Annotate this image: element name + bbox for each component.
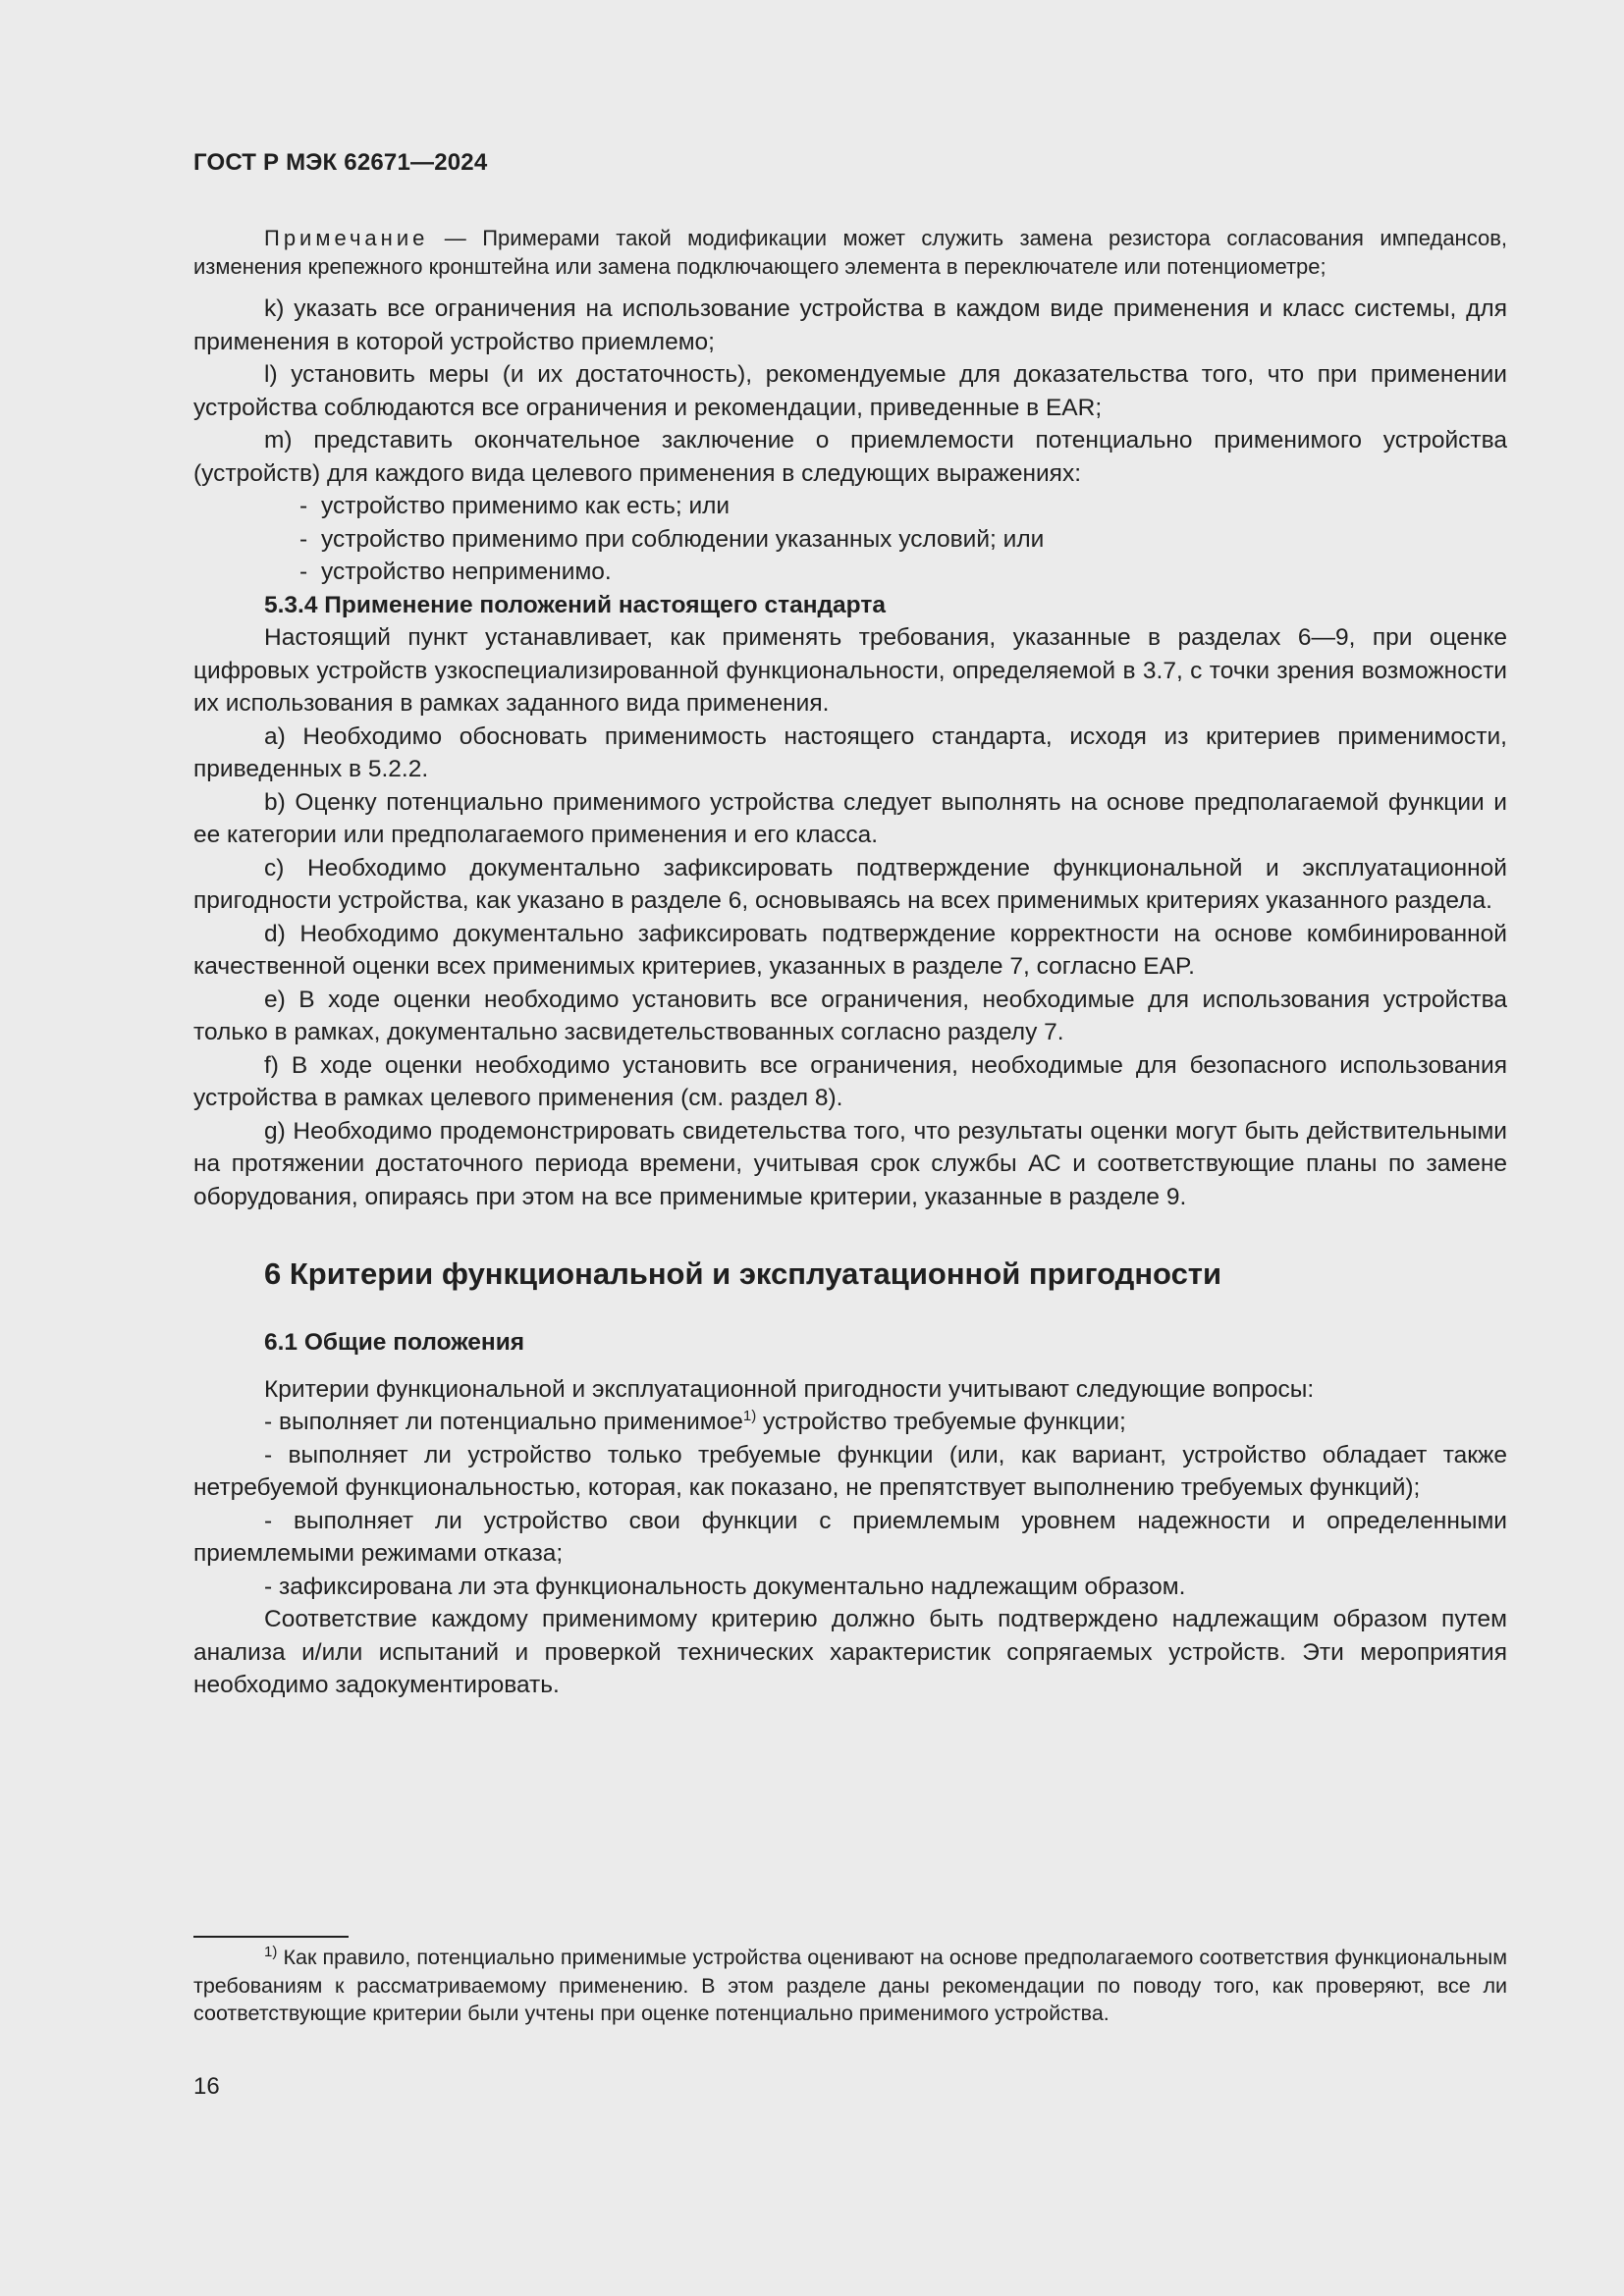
note-text: — Примерами такой модификации может служить замена резистора согласования импедансов, изменения крепежного кронштейна или замена подключающего элемента в переключателе или потенциометре; bbox=[193, 226, 1507, 279]
criteria-question: - зафиксирована ли эта функциональность документально надлежащим образом. bbox=[264, 1573, 1186, 1600]
list-item-g: g) Необходимо продемонстрировать свидетельства того, что результаты оценки могут быть действительными на протяжении достаточного периода времени, учитывая срок службы АС и соответствующие планы по замене оборудования, опираясь при этом на все применимые критерии, указанные в разделе 9. bbox=[193, 1117, 1507, 1210]
footnote-text: Как правило, потенциально применимые устройства оценивают на основе предполагаемого соответствия функциональным требованиям к рассматриваемому применению. В этом разделе даны рекомендации по поводу того, как проверяют, все ли соответствующие критерии были учтены при оценке потенциально применимого устройства. bbox=[193, 1946, 1507, 2025]
list-item-f: f) В ходе оценки необходимо установить все ограничения, необходимые для безопасного использования устройства в рамках целевого применения (см. раздел 8). bbox=[193, 1051, 1507, 1111]
criteria-question: - выполняет ли устройство только требуемые функции (или, как вариант, устройство обладает также нетребуемой функциональностью, которая, как показано, не препятствует выполнению требуемых функций); bbox=[193, 1441, 1507, 1501]
section-intro: Настоящий пункт устанавливает, как применять требования, указанные в разделах 6—9, при оценке цифровых устройств узкоспециализированной функциональности, определяемой в 3.7, с точки зрения возможности их использования в рамках заданного вида применения. bbox=[193, 624, 1507, 717]
list-item-e: e) В ходе оценки необходимо установить все ограничения, необходимые для использования устройства только в рамках, документально засвидетельствованных согласно разделу 7. bbox=[193, 986, 1507, 1045]
criteria-intro: Критерии функциональной и эксплуатационной пригодности учитывают следующие вопросы: bbox=[264, 1375, 1315, 1403]
list-item-d: d) Необходимо документально зафиксировать подтверждение корректности на основе комбинированной качественной оценки всех применимых критериев, указанных в разделе 7, согласно EAP. bbox=[193, 920, 1507, 980]
list-item-m: m) представить окончательное заключение о приемлемости потенциально применимого устройства (устройств) для каждого вида целевого применения в следующих выражениях: bbox=[193, 427, 1507, 487]
footnote-marker: 1) bbox=[264, 1943, 278, 1960]
document-header: ГОСТ Р МЭК 62671—2024 bbox=[193, 149, 488, 176]
note-paragraph bbox=[193, 224, 1507, 281]
list-item-a: a) Необходимо обосновать применимость настоящего стандарта, исходя из критериев применимости, приведенных в 5.2.2. bbox=[193, 722, 1507, 782]
note-label: Примечание bbox=[264, 226, 429, 250]
page-number: 16 bbox=[193, 2073, 220, 2100]
footnote bbox=[193, 1944, 1507, 2028]
list-item-c: c) Необходимо документально зафиксировать подтверждение функциональной и эксплуатационной пригодности устройства, как указано в разделе 6, основываясь на всех применимых критериях указанного раздела. bbox=[193, 854, 1507, 914]
list-item-l: l) установить меры (и их достаточность), рекомендуемые для доказательства того, что при применении устройства соблюдаются все ограничения и рекомендации, приведенные в EAR; bbox=[193, 361, 1507, 421]
list-item-b: b) Оценку потенциально применимого устройства следует выполнять на основе предполагаемой функции и ее категории или предполагаемого применения и его класса. bbox=[193, 788, 1507, 848]
footnote-reference: 1) bbox=[742, 1407, 757, 1424]
criteria-question: - выполняет ли потенциально применимое$^{1)}$ устройство требуемые функции; bbox=[264, 1407, 1126, 1435]
footnote-separator bbox=[193, 1936, 349, 1938]
closing-paragraph: Соответствие каждому применимому критерию должно быть подтверждено надлежащим образом путем анализа и/или испытаний и проверкой технических характеристик сопрягаемых устройств. Эти мероприятия необходимо задокументировать. bbox=[193, 1606, 1507, 1698]
section-heading-5-3-4: 5.3.4 Применение положений настоящего стандарта bbox=[264, 591, 886, 618]
section-heading-6: 6 Критерии функциональной и эксплуатационной пригодности bbox=[264, 1256, 1222, 1291]
list-item-k: k) указать все ограничения на использование устройства в каждом виде применения и класс системы, для применения в которой устройство приемлемо; bbox=[193, 295, 1507, 355]
conclusion-option: - устройство применимо при соблюдении указанных условий; или bbox=[299, 525, 1045, 553]
conclusion-option: - устройство применимо как есть; или bbox=[299, 493, 731, 519]
page-body bbox=[193, 224, 1507, 1702]
criteria-question: - выполняет ли устройство свои функции с приемлемым уровнем надежности и определенными приемлемыми режимами отказа; bbox=[193, 1507, 1507, 1567]
section-heading-6-1: 6.1 Общие положения bbox=[264, 1329, 525, 1356]
conclusion-option: - устройство неприменимо. bbox=[299, 559, 612, 585]
